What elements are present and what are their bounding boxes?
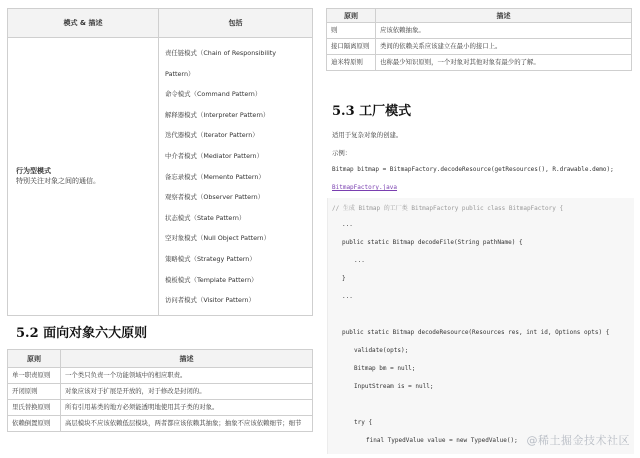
table-row [327, 55, 632, 71]
pattern-item: 解释器模式（Interpreter Pattern） [165, 110, 270, 119]
column-header: 描述 [61, 350, 313, 368]
pattern-item: 空对象模式（Null Object Pattern） [165, 234, 270, 243]
table-row [8, 400, 313, 416]
principle-desc: 对象应该对于扩展是开放的，对于修改是封闭的。 [61, 384, 313, 400]
code-line: } [342, 275, 346, 282]
pattern-item: 责任链模式（Chain of Responsibility [165, 49, 277, 57]
code-file-name: BitmapFactory.java [332, 184, 398, 191]
code-snippet-line: Bitmap bitmap = BitmapFactory.decodeResource(getResources(), R.drawable.demo); [332, 166, 614, 173]
pattern-item: 模板模式（Template Pattern） [165, 275, 258, 284]
table-row [327, 39, 632, 55]
code-line: Bitmap bm = null; [354, 365, 416, 372]
principle-name: 则 [327, 23, 376, 39]
principle-name: 单一职责原则 [8, 368, 61, 384]
oop-principles-table-continued [326, 8, 632, 71]
code-line: public static Bitmap decodeFile(String pathName) { [342, 239, 523, 246]
column-header: 原则 [327, 9, 376, 23]
principle-desc: 一个类只负责一个功能领域中的相应职责。 [61, 368, 313, 384]
principle-name: 迪米特原则 [327, 55, 376, 71]
table-header-row [327, 9, 632, 23]
table-header-row [8, 350, 313, 368]
category-description: 特别关注对象之间的通信。 [16, 177, 100, 186]
pattern-item: 访问者模式（Visitor Pattern） [165, 296, 255, 305]
pattern-item: Pattern） [165, 69, 195, 78]
code-line: public static Bitmap decodeResource(Resources res, int id, Options opts) { [342, 329, 610, 336]
pattern-item: 迭代器模式（Iterator Pattern） [165, 131, 259, 140]
code-block [327, 198, 634, 454]
table-row [8, 416, 313, 432]
principle-desc: 应该依赖抽象。 [376, 23, 632, 39]
category-cell [8, 38, 159, 316]
pattern-item: 备忘录模式（Memento Pattern） [165, 172, 265, 181]
column-header: 描述 [376, 9, 632, 23]
pattern-item: 观察者模式（Observer Pattern） [165, 193, 265, 202]
column-header: 原则 [8, 350, 61, 368]
watermark-text: @稀土掘金技术社区 [526, 434, 630, 447]
principle-desc: 所有引用基类的地方必须能透明地使用其子类的对象。 [61, 400, 313, 416]
principle-desc: 类间的依赖关系应该建立在最小的接口上。 [376, 39, 632, 55]
usage-text: 适用于复杂对象的创建。 [332, 131, 403, 139]
table-row [8, 38, 313, 316]
principle-name: 依赖倒置原则 [8, 416, 61, 432]
table-row [8, 384, 313, 400]
code-line: validate(opts); [354, 347, 409, 354]
code-line: ... [354, 257, 365, 264]
principle-name: 里氏替换原则 [8, 400, 61, 416]
section-heading-5-3: 5.3 工厂模式 [332, 104, 412, 119]
principle-desc: 也称最少知识原则，一个对象对其他对象有最少的了解。 [376, 55, 632, 71]
pattern-item: 命令模式（Command Pattern） [165, 90, 262, 99]
pattern-item: 状态模式（State Pattern） [165, 213, 246, 222]
design-patterns-table [7, 8, 313, 316]
code-line: ... [342, 221, 353, 228]
table-header-row [8, 9, 313, 38]
code-line: try { [354, 419, 373, 426]
category-title: 行为型模式 [16, 167, 51, 176]
code-line: InputStream is = null; [354, 383, 434, 390]
column-header: 模式 & 描述 [8, 9, 159, 38]
section-heading-5-2: 5.2 面向对象六大原则 [16, 326, 148, 341]
oop-principles-table [7, 349, 313, 432]
code-line: final TypedValue value = new TypedValue(); [366, 437, 518, 444]
table-row [327, 23, 632, 39]
example-label: 示例： [332, 149, 352, 157]
pattern-item: 策略模式（Strategy Pattern） [165, 254, 256, 263]
table-row [8, 368, 313, 384]
patterns-cell [159, 38, 313, 316]
principle-desc: 高层模块不应该依赖低层模块，两者都应该依赖其抽象；抽象不应该依赖细节；细节 [61, 416, 313, 432]
column-header: 包括 [159, 9, 313, 38]
code-line: ... [342, 293, 353, 300]
pattern-item: 中介者模式（Mediator Pattern） [165, 151, 263, 160]
code-line: // 生成 Bitmap 的工厂类 BitmapFactory public class BitmapFactory { [332, 205, 564, 212]
principle-name: 开闭原则 [8, 384, 61, 400]
principle-name: 接口隔离原则 [327, 39, 376, 55]
